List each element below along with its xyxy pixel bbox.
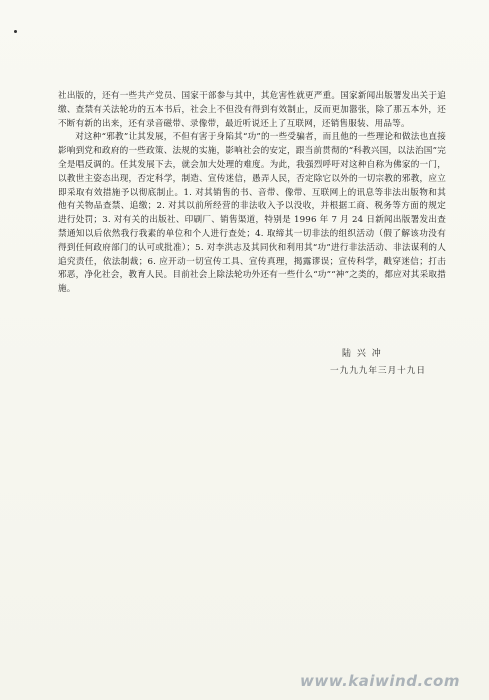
signature-date: 一九九九年三月十九日	[330, 366, 426, 376]
signature: 陆 兴 冲	[342, 349, 383, 359]
paragraph-1: 社出版的，还有一些共产党员、国家干部参与其中，其危害性就更严重。国家新闻出版署发出关于追缴、查禁有关法轮功的五本书后，社会上不但没有得到有效制止，反而更加嚣张，除了那五本外，还不断有新的出来，还有录音磁带、录像带，最近听说还上了互联网，还销售服装、用品等。	[58, 91, 446, 129]
document-body	[58, 90, 446, 297]
watermark: www.kaiwind.com	[300, 672, 460, 690]
paragraph-2: 对这种“邪教”让其发展，不但有害于身陷其“功”的一些受骗者，而且他的一些理论和做法也直接影响到党和政府的一些政策、法规的实施，影响社会的安定，跟当前贯彻的“科教兴国，以法治国”完全是唱反调的。任其发展下去，就会加大处理的难度。为此，我强烈呼吁对这种自称为佛家的一门，以教世主姿态出现，否定科学，制造、宣传迷信，愚弄人民，否定除它以外的一切宗教的邪教，应立即采取有效措施予以彻底制止。1. 对其销售的书、音带、像带、互联网上的讯息等非法出版物和其他有关物品查禁、追缴；2. 对其以前所经营的非法收入予以没收，并根据工商、税务等方面的规定进行处罚；3. 对有关的出版社、印刷厂、销售渠道，特别是 1996 年 7 月 24 日新闻出版署发出查禁通知以后依然我行我素的单位和个人进行查处；4. 取缔其一切非法的组织活动（假了解该功没有得到任何政府部门的认可或批准）；5. 对李洪志及其同伙和利用其“功”进行非法活动、非法谋利的人追究责任，依法制裁；6. 应开动一切宣传工具、宣传真理，揭露谬误；宣传科学，戳穿迷信；打击邪恶，净化社会，教育人民。目前社会上除法轮功外还有一些什么“功”“神”之类的，都应对其采取措施。	[58, 132, 446, 295]
scan-mark	[14, 30, 17, 33]
